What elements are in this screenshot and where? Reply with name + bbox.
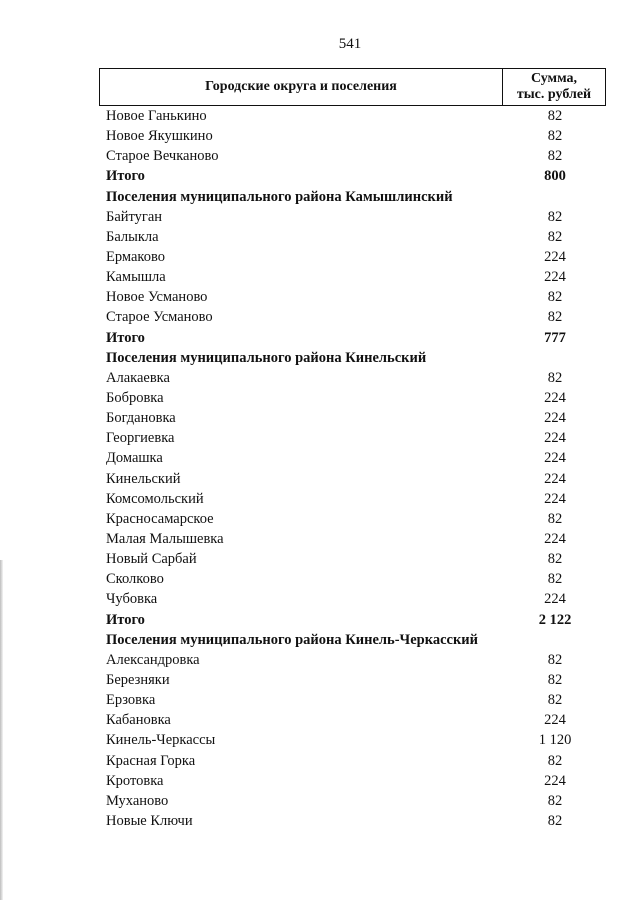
row-value: 224 [544,248,566,265]
row-name: Кабановка [106,712,171,729]
table-row [99,106,606,126]
table-row [99,408,606,428]
row-name: Новые Ключи [106,812,193,829]
row-value: 224 [544,772,566,789]
row-value: 82 [547,792,563,809]
row-name: Новое Ганькино [106,108,207,124]
section-row [99,187,606,207]
table-row [99,549,606,569]
row-value [504,187,606,207]
row-value: 224 [544,470,566,487]
header-name: Городские округа и поселения [100,69,503,105]
table-row [99,670,606,690]
table-row [99,690,606,710]
row-name: Новый Сарбай [106,551,197,568]
row-name: Муханово [106,792,169,809]
row-value: 224 [544,430,566,447]
table-row [99,771,606,791]
row-name: Камышла [106,269,166,286]
row-name: Сколково [106,571,164,588]
allocation-table [99,68,606,831]
header-sum-line1: Сумма, [530,71,578,86]
scan-edge-shadow [0,560,3,900]
row-name: Богдановка [106,410,176,427]
row-value: 224 [544,712,566,729]
row-name: Байтуган [106,208,163,225]
row-name: Алакаевка [106,369,170,386]
table-row [99,650,606,670]
row-name: Балыкла [106,228,159,245]
row-name: Березняки [106,671,170,688]
row-name: Поселения муниципального района Кинель-Черкасский [106,631,479,648]
row-name: Красная Горка [106,752,196,769]
table-row [99,730,606,750]
row-value: 82 [547,208,563,225]
table-row [99,710,606,730]
row-value: 82 [547,510,563,527]
table-row [99,811,606,831]
table-row [99,751,606,771]
page-number: 541 [338,36,362,52]
total-row [99,166,606,186]
table-row [99,126,606,146]
row-value: 82 [547,228,563,245]
row-value: 82 [547,571,563,588]
table-row [99,267,606,287]
row-name: Старое Вечканово [106,148,219,165]
row-value: 82 [547,148,563,165]
table-row [99,388,606,408]
row-value: 224 [544,490,566,507]
row-value: 82 [547,551,563,568]
row-name: Ермаково [106,248,165,265]
table-row [99,207,606,227]
table-row [99,227,606,247]
table-row [99,469,606,489]
row-value [504,348,606,368]
row-value: 82 [547,108,563,124]
table-row [99,489,606,509]
row-value: 82 [547,369,563,386]
row-value: 82 [547,671,563,688]
row-name: Новое Якушкино [106,128,213,145]
row-name: Новое Усманово [106,289,208,306]
table-row [99,569,606,589]
row-value: 224 [544,591,566,608]
row-name: Поселения муниципального района Камышлинский [106,188,453,205]
row-value: 800 [544,168,566,185]
header-sum-line2: тыс. рублей [516,87,592,102]
row-name: Комсомольский [106,490,204,507]
table-row [99,509,606,529]
row-name: Итого [106,168,145,185]
table-row [99,791,606,811]
row-name: Малая Малышевка [106,530,224,547]
row-value: 1 120 [538,732,572,749]
row-value: 2 122 [538,611,572,628]
total-row [99,610,606,630]
row-value: 224 [544,269,566,286]
row-value: 82 [547,289,563,306]
table-row [99,448,606,468]
section-row [99,630,606,650]
header-sum [503,69,605,105]
row-name: Поселения муниципального района Кинельский [106,349,427,366]
row-value: 224 [544,410,566,427]
row-name: Георгиевка [106,430,175,447]
row-value: 82 [547,128,563,145]
row-value: 82 [547,692,563,709]
table-body [99,106,606,831]
row-name: Итого [106,329,145,346]
row-name: Ерзовка [106,692,156,709]
row-value: 224 [544,389,566,406]
row-name: Красносамарское [106,510,214,527]
row-value: 82 [547,812,563,829]
section-row [99,348,606,368]
table-row [99,529,606,549]
row-value [504,630,606,650]
total-row [99,328,606,348]
table-header [99,68,606,106]
table-row [99,307,606,327]
row-name: Итого [106,611,145,628]
row-name: Кинельский [106,470,181,487]
table-row [99,589,606,609]
row-value: 82 [547,309,563,326]
table-row [99,368,606,388]
row-name: Бобровка [106,389,164,406]
row-name: Александровка [106,651,200,668]
row-name: Кротовка [106,772,164,789]
row-value: 224 [544,530,566,547]
row-name: Кинель-Черкассы [106,732,216,749]
row-value: 224 [544,450,566,467]
row-name: Домашка [106,450,163,467]
row-value: 82 [547,651,563,668]
row-name: Чубовка [106,591,158,608]
table-row [99,146,606,166]
table-row [99,428,606,448]
row-name: Старое Усманово [106,309,213,326]
table-row [99,247,606,267]
row-value: 777 [544,329,566,346]
table-row [99,287,606,307]
row-value: 82 [547,752,563,769]
